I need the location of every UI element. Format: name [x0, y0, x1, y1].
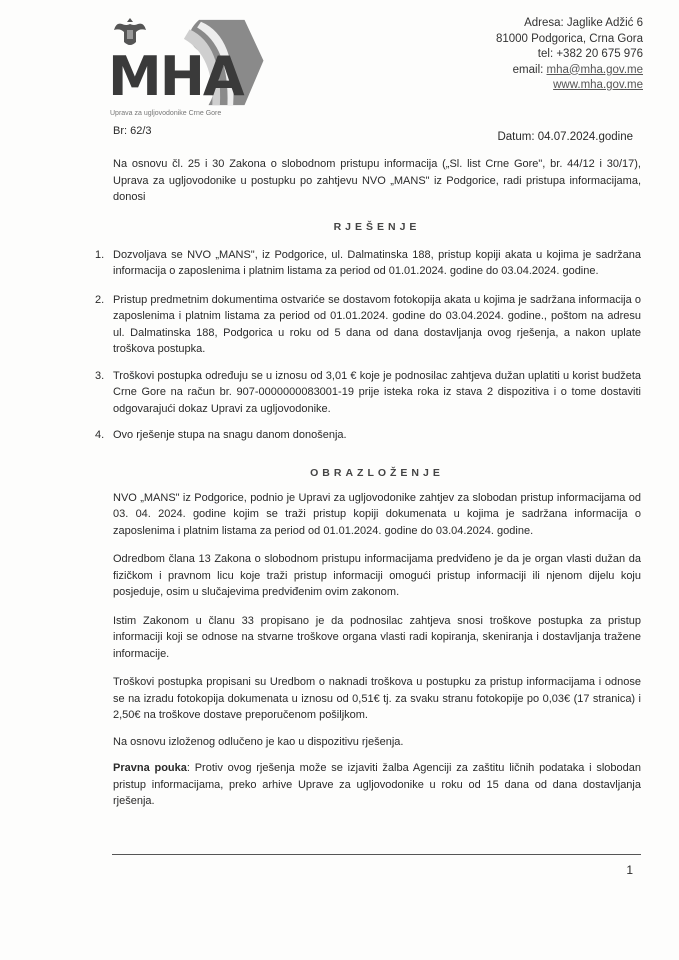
decision-item [95, 368, 641, 418]
page-number: 1 [626, 862, 633, 877]
legal-remedy-text: : Protiv ovog rješenja može se izjaviti žalba Agenciji za zaštitu ličnih podataka i slobodan pristup informacijama, preko arhive Uprave za ugljovodonike u roku od 15 dana od dana dostavljanja rješenja. [113, 762, 641, 807]
item-number: 4. [95, 429, 105, 441]
logo-subtitle: Uprava za ugljovodonike Crne Gore [110, 110, 222, 117]
reasoning-paragraph: Na osnovu izloženog odlučeno je kao u dispozitivu rješenja. [113, 735, 404, 748]
document-body [95, 124, 641, 877]
contact-block [496, 16, 643, 94]
decision-item [95, 292, 641, 358]
item-number: 3. [95, 369, 105, 382]
reasoning-paragraph: Odredbom člana 13 Zakona o slobodnom pristupu informacijama predviđeno je da je organ vlasti dužan da fizičkom i pravnom licu koje traži pristup informaciji omogući pristup informaciji ili njenom dijelu koju posjeduje, osim u slučajevima predviđenim ovim zakonom. [113, 553, 641, 598]
item-text: Troškovi postupka određuju se u iznosu od 3,01 € koje je podnosilac zahtjeva dužan uplatiti u korist budžeta Crne Gore na račun br. 907-0000000083001-19 prije isteka roka iz stava 2 dispozitiva i o tome dostaviti odgovarajući dokaz Upravi za ugljovodonike. [113, 369, 641, 415]
item-text: Ovo rješenje stupa na snagu danom donošenja. [113, 429, 347, 441]
decision-title: RJEŠENJE [333, 220, 421, 233]
item-number: 2. [95, 293, 105, 306]
footer-divider [112, 854, 641, 855]
item-text: Pristup predmetnim dokumentima ostvariće se dostavom fotokopija akata u kojima je sadržana informacija o zaposlenima i platnim listama za period od 01.01.2024. godine do 03.04.2024. godine., poštom na adresu ul. Dalmatinska 188, Podgorica u roku od 5 dana od dana dostavljanja ovog rješenja, a nakon uplate troškova postupka. [113, 293, 641, 355]
address-line: 81000 Podgorica, Crna Gora [495, 32, 643, 45]
email-link[interactable]: mha@mha.gov.me [546, 63, 643, 76]
document-number: Br: 62/3 [113, 125, 152, 137]
decision-item [95, 427, 641, 444]
reasoning-paragraph: NVO „MANS" iz Podgorice, podnio je Upravi za ugljovodonike zahtjev za slobodan pristup informacijama od 03. 04. 2024. godine kojim se traži pristup kopiji dokumenata u kojima je sadržana informacija o zaposlenima i platnim listama za period od 01.01.2024. godine do 03.04.2024. godine. [113, 491, 641, 537]
item-text: Dozvoljava se NVO „MANS", iz Podgorice, ul. Dalmatinska 188, pristup kopiji akata u kojima je sadržana informacija o zaposlenima i platnim listama za period od 01.01.2024. godine do 03.04.2024. godine. [113, 248, 641, 277]
reasoning-title: OBRAZLOŽENJE [310, 466, 444, 479]
address-line: Adresa: Jaglike Adžić 6 [524, 17, 643, 29]
logo: MHA [108, 45, 243, 108]
website-link[interactable]: www.mha.gov.me [553, 79, 643, 91]
email-label: email: [512, 63, 547, 76]
legal-remedy-paragraph [113, 760, 641, 810]
phone-line: tel: +382 20 675 976 [537, 48, 643, 60]
intro-paragraph: Na osnovu čl. 25 i 30 Zakona o slobodnom pristupu informacija („Sl. list Crne Gore", br. 44/12 i 30/17), Uprava za ugljovodonike u postupku po zahtjevu NVO „MANS" iz Podgorice, radi pristupa informacijama, donosi [113, 158, 641, 203]
reasoning-paragraph: Istim Zakonom u članu 33 propisano je da podnosilac zahtjeva snosi troškove postupka za pristup informaciji koji se odnose na stvarne troškove organa vlasti radi kopiranja, skeniranja i dostavljanja tražene informacije. [113, 614, 641, 660]
item-number: 1. [95, 248, 105, 261]
document-meta [95, 124, 641, 144]
legal-remedy-label: Pravna pouka [113, 762, 187, 774]
email-line [496, 63, 643, 79]
reasoning-paragraph: Troškovi postupka propisani su Uredbom o naknadi troškova u postupku za pristup informacijama i odnose se na izradu fotokopija dokumenata u iznosu od 0,51€ tj. za svaku stranu fotokopije po 0,03€ (17 stranica) i 2,50€ na troškove dostave preporučenom pošiljkom. [113, 676, 641, 721]
document-date: Datum: 04.07.2024.godine [497, 131, 633, 143]
decision-item [95, 247, 641, 280]
